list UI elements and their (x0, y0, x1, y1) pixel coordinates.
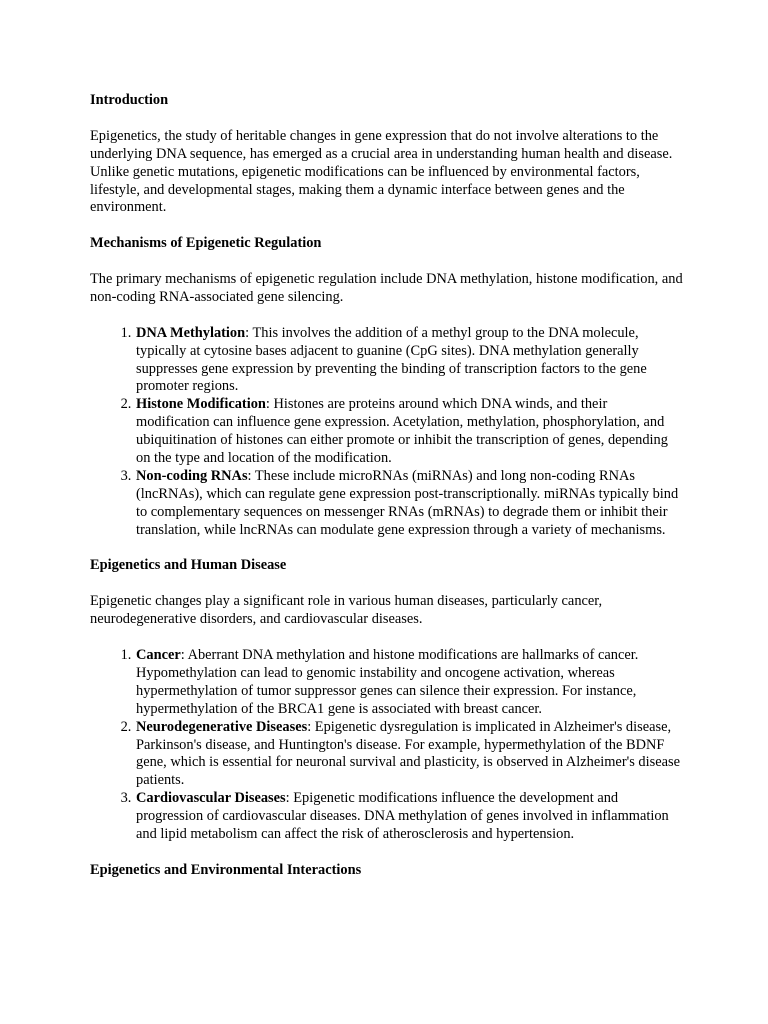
introduction-paragraph: Epigenetics, the study of heritable changes in gene expression that do not involve alterations to the underlying DNA sequence, has emerged as a crucial area in understanding human health and disease. Unlike genetic mutations, epigenetic modifications can be influenced by environmental factors, lifestyle, and developmental stages, making them a dynamic interface between genes and the environment. (90, 127, 673, 216)
mechanisms-paragraph: The primary mechanisms of epigenetic regulation include DNA methylation, histone modification, and non-coding RNA-associated gene silencing. (90, 271, 683, 305)
list-item (135, 396, 684, 468)
mechanisms-heading: Mechanisms of Epigenetic Regulation (90, 235, 322, 252)
list-item-text: : This involves the addition of a methyl group to the DNA molecule, typically at cytosine bases adjacent to guanine (CpG sites). DNA methylation generally suppresses gene expression by preventing the binding of transcription factors to the gene promoter regions. (136, 324, 647, 395)
list-item (135, 790, 684, 844)
list-item-text: : Epigenetic modifications influence the development and progression of cardiovascular diseases. DNA methylation of genes involved in inflammation and lipid metabolism can affect the risk of atherosclerosis and hypertension. (136, 790, 669, 843)
list-item-text: : Epigenetic dysregulation is implicated in Alzheimer's disease, Parkinson's disease, and Huntington's disease. For example, hypermethylation of the BDNF gene, which is essential for neuronal survival and plasticity, is observed in Alzheimer's disease patients. (136, 718, 680, 789)
list-item-term: Neurodegenerative Diseases (136, 718, 308, 735)
list-item (135, 468, 684, 540)
list-item-text: : These include microRNAs (miRNAs) and long non-coding RNAs (lncRNAs), which can regulate gene expression post-transcriptionally. miRNAs typically bind to complementary sequences on messenger RNAs (mRNAs) to degrade them or inhibit their translation, while lncRNAs can modulate gene expression through a variety of mechanisms. (136, 467, 679, 538)
disease-heading: Epigenetics and Human Disease (90, 557, 287, 574)
list-item (135, 719, 684, 791)
disease-paragraph: Epigenetic changes play a significant role in various human diseases, particularly cancer, neurodegenerative disorders, and cardiovascular diseases. (90, 593, 603, 628)
list-item-term: DNA Methylation (136, 324, 246, 341)
list-item-term: Cancer (136, 646, 181, 663)
list-item-term: Non-coding RNAs (136, 467, 248, 484)
mechanisms-list (90, 325, 684, 540)
list-item-text: : Aberrant DNA methylation and histone modifications are hallmarks of cancer. Hypomethylation can lead to genomic instability and oncogene activation, whereas hypermethylation of tumor suppressor genes can silence their expression. For instance, hypermethylation of the BRCA1 gene is associated with breast cancer. (136, 646, 639, 717)
introduction-heading: Introduction (90, 92, 169, 108)
list-item-term: Histone Modification (136, 396, 266, 413)
list-item-text: : Histones are proteins around which DNA winds, and their modification can influence gene expression. Acetylation, methylation, phosphorylation, and ubiquitination of histones can either promote or inhibit the transcription of genes, depending on the type and location of the modification. (136, 396, 668, 467)
list-item (135, 647, 684, 719)
document-page (90, 92, 684, 898)
list-item (135, 325, 684, 397)
list-item-term: Cardiovascular Diseases (136, 790, 286, 807)
disease-list (90, 647, 684, 844)
environment-heading: Epigenetics and Environmental Interactions (90, 861, 362, 878)
